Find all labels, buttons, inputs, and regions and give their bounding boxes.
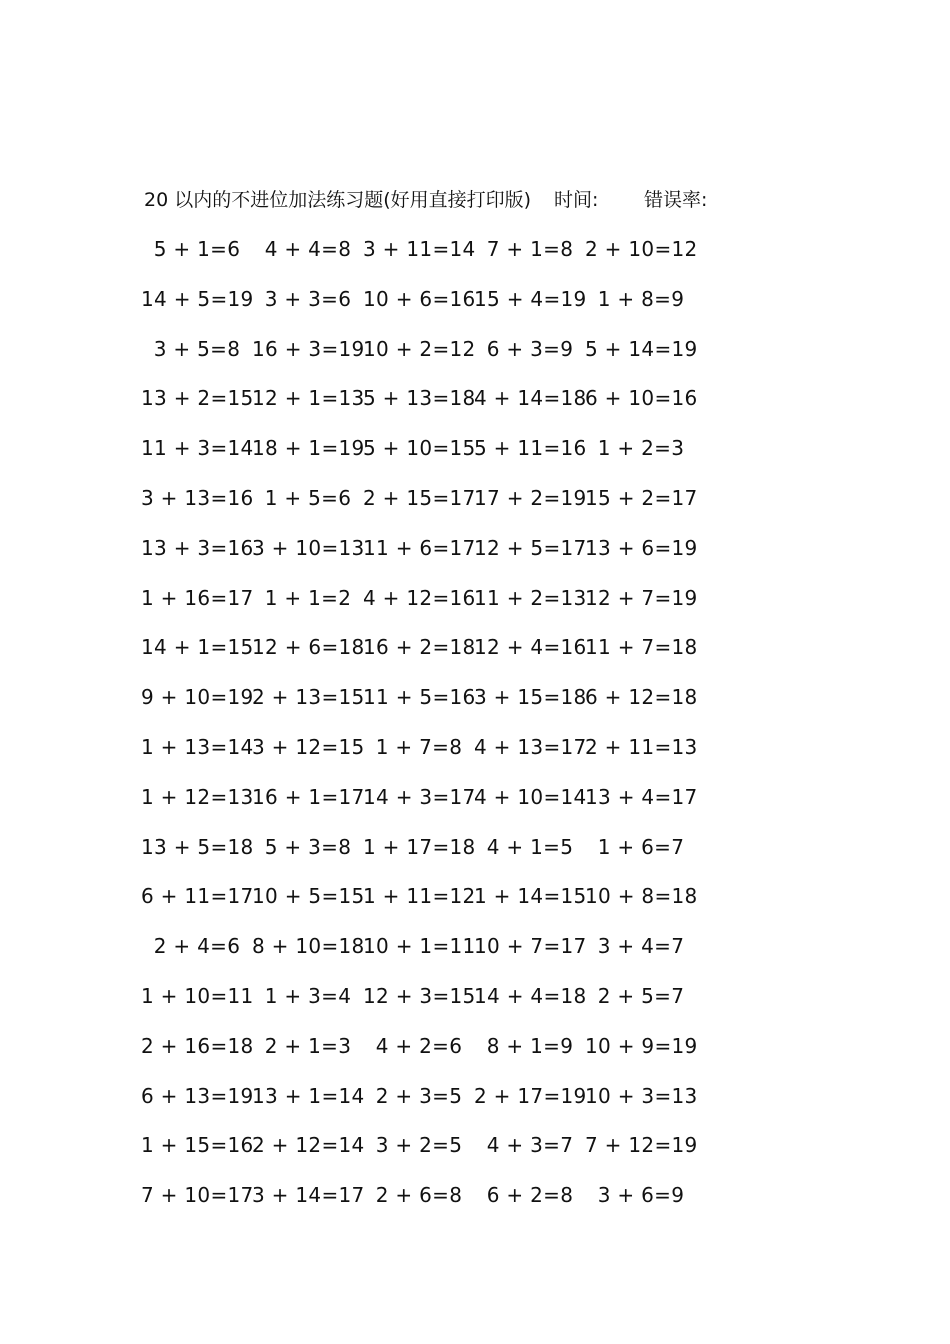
problem-row	[0, 235, 950, 285]
problem-cell: 12 + 3=15	[363, 983, 476, 1008]
problem-cell: 2 + 3=5	[375, 1083, 463, 1108]
problem-cell: 11 + 2=13	[474, 585, 587, 610]
problem-cell: 1 + 5=6	[264, 485, 352, 510]
problem-cell: 4 + 12=16	[363, 585, 476, 610]
problem-cell: 1 + 2=3	[597, 436, 685, 461]
problem-cell: 5 + 13=18	[363, 386, 476, 411]
problem-cell: 16 + 3=19	[252, 336, 365, 361]
problem-cell: 3 + 13=16	[141, 485, 254, 510]
problem-row	[0, 1082, 950, 1132]
problem-cell: 3 + 14=17	[252, 1183, 365, 1208]
problem-cell: 4 + 3=7	[486, 1133, 574, 1158]
problem-row	[0, 783, 950, 833]
problem-cell: 12 + 5=17	[474, 535, 587, 560]
problem-cell: 18 + 1=19	[252, 436, 365, 461]
problem-cell: 1 + 17=18	[363, 834, 476, 859]
problem-cell: 4 + 4=8	[264, 237, 352, 261]
problem-cell: 1 + 1=2	[264, 585, 352, 610]
problem-cell: 1 + 3=4	[264, 983, 352, 1008]
problem-row	[0, 335, 950, 385]
problem-cell: 10 + 5=15	[252, 884, 365, 909]
problem-cell: 15 + 4=19	[474, 286, 587, 311]
problem-cell: 3 + 3=6	[264, 286, 352, 311]
problem-cell: 10 + 3=13	[585, 1083, 698, 1108]
problem-row	[0, 285, 950, 335]
problem-cell: 5 + 3=8	[264, 834, 352, 859]
problem-cell: 4 + 2=6	[375, 1033, 463, 1058]
problem-row	[0, 1181, 950, 1231]
problem-cell: 16 + 2=18	[363, 635, 476, 660]
problem-row	[0, 384, 950, 434]
problem-cell: 11 + 5=16	[363, 685, 476, 710]
problem-row	[0, 633, 950, 683]
problem-cell: 1 + 16=17	[141, 585, 254, 610]
problem-cell: 10 + 9=19	[585, 1033, 698, 1058]
problem-cell: 15 + 2=17	[585, 485, 698, 510]
problem-cell: 2 + 12=14	[252, 1133, 365, 1158]
problem-cell: 1 + 14=15	[474, 884, 587, 909]
problem-cell: 14 + 5=19	[141, 286, 254, 311]
problem-cell: 13 + 5=18	[141, 834, 254, 859]
problem-row	[0, 982, 950, 1032]
problem-cell: 7 + 1=8	[486, 237, 574, 261]
error-rate-label: 错误率:	[644, 189, 708, 211]
problem-cell: 6 + 3=9	[486, 336, 574, 361]
problem-cell: 10 + 2=12	[363, 336, 476, 361]
problem-cell: 6 + 2=8	[486, 1183, 574, 1208]
worksheet-title: 20 以内的不进位加法练习题(好用直接打印版)	[144, 189, 532, 211]
problem-cell: 14 + 3=17	[363, 784, 476, 809]
problem-cell: 1 + 11=12	[363, 884, 476, 909]
problem-cell: 11 + 7=18	[585, 635, 698, 660]
problem-cell: 8 + 10=18	[252, 934, 365, 959]
problem-row	[0, 534, 950, 584]
problem-cell: 1 + 13=14	[141, 734, 254, 759]
problem-row	[0, 1131, 950, 1181]
problem-cell: 1 + 7=8	[375, 734, 463, 759]
problem-cell: 2 + 17=19	[474, 1083, 587, 1108]
problem-cell: 13 + 1=14	[252, 1083, 365, 1108]
problem-cell: 1 + 12=13	[141, 784, 254, 809]
problem-cell: 4 + 1=5	[486, 834, 574, 859]
problem-cell: 6 + 10=16	[585, 386, 698, 411]
time-label: 时间:	[554, 189, 599, 211]
problem-cell: 2 + 11=13	[585, 734, 698, 759]
problem-cell: 11 + 3=14	[141, 436, 254, 461]
problem-cell: 7 + 12=19	[585, 1133, 698, 1158]
problem-cell: 17 + 2=19	[474, 485, 587, 510]
problem-cell: 12 + 1=13	[252, 386, 365, 411]
problem-cell: 7 + 10=17	[141, 1183, 254, 1208]
problem-cell: 4 + 13=17	[474, 734, 587, 759]
problem-cell: 3 + 6=9	[597, 1183, 685, 1208]
problem-cell: 11 + 6=17	[363, 535, 476, 560]
problem-row	[0, 683, 950, 733]
problem-cell: 3 + 4=7	[597, 934, 685, 959]
problem-cell: 2 + 16=18	[141, 1033, 254, 1058]
problem-cell: 10 + 8=18	[585, 884, 698, 909]
problem-cell: 2 + 6=8	[375, 1183, 463, 1208]
problem-row	[0, 484, 950, 534]
problem-cell: 13 + 6=19	[585, 535, 698, 560]
problem-cell: 5 + 1=6	[153, 237, 241, 261]
problem-cell: 1 + 10=11	[141, 983, 254, 1008]
problem-row	[0, 733, 950, 783]
problem-row	[0, 932, 950, 982]
problem-row	[0, 1032, 950, 1082]
worksheet-header	[144, 186, 708, 214]
problem-cell: 3 + 2=5	[375, 1133, 463, 1158]
problem-cell: 4 + 10=14	[474, 784, 587, 809]
problem-cell: 2 + 10=12	[585, 237, 698, 261]
problem-cell: 13 + 4=17	[585, 784, 698, 809]
problem-cell: 6 + 12=18	[585, 685, 698, 710]
problem-row	[0, 833, 950, 883]
problem-cell: 3 + 10=13	[252, 535, 365, 560]
problem-cell: 6 + 13=19	[141, 1083, 254, 1108]
problem-cell: 12 + 7=19	[585, 585, 698, 610]
problem-cell: 5 + 14=19	[585, 336, 698, 361]
problem-cell: 16 + 1=17	[252, 784, 365, 809]
problem-cell: 5 + 10=15	[363, 436, 476, 461]
problem-cell: 3 + 5=8	[153, 336, 241, 361]
problem-cell: 4 + 14=18	[474, 386, 587, 411]
problem-cell: 3 + 12=15	[252, 734, 365, 759]
problem-cell: 2 + 4=6	[153, 934, 241, 959]
problem-cell: 6 + 11=17	[141, 884, 254, 909]
problem-cell: 10 + 7=17	[474, 934, 587, 959]
problem-cell: 1 + 15=16	[141, 1133, 254, 1158]
problem-cell: 2 + 1=3	[264, 1033, 352, 1058]
problem-cell: 8 + 1=9	[486, 1033, 574, 1058]
problem-cell: 12 + 6=18	[252, 635, 365, 660]
problem-cell: 14 + 4=18	[474, 983, 587, 1008]
problem-row	[0, 584, 950, 634]
problem-cell: 2 + 13=15	[252, 685, 365, 710]
problem-row	[0, 434, 950, 484]
problem-cell: 2 + 5=7	[597, 983, 685, 1008]
problem-cell: 14 + 1=15	[141, 635, 254, 660]
problem-cell: 1 + 8=9	[597, 286, 685, 311]
problem-cell: 10 + 1=11	[363, 934, 476, 959]
problem-cell: 9 + 10=19	[141, 685, 254, 710]
problem-row	[0, 882, 950, 932]
problem-cell: 1 + 6=7	[597, 834, 685, 859]
problem-cell: 10 + 6=16	[363, 286, 476, 311]
problem-grid	[0, 235, 950, 1231]
problem-cell: 13 + 2=15	[141, 386, 254, 411]
problem-cell: 3 + 11=14	[363, 237, 476, 261]
problem-cell: 3 + 15=18	[474, 685, 587, 710]
problem-cell: 12 + 4=16	[474, 635, 587, 660]
problem-cell: 5 + 11=16	[474, 436, 587, 461]
problem-cell: 2 + 15=17	[363, 485, 476, 510]
problem-cell: 13 + 3=16	[141, 535, 254, 560]
